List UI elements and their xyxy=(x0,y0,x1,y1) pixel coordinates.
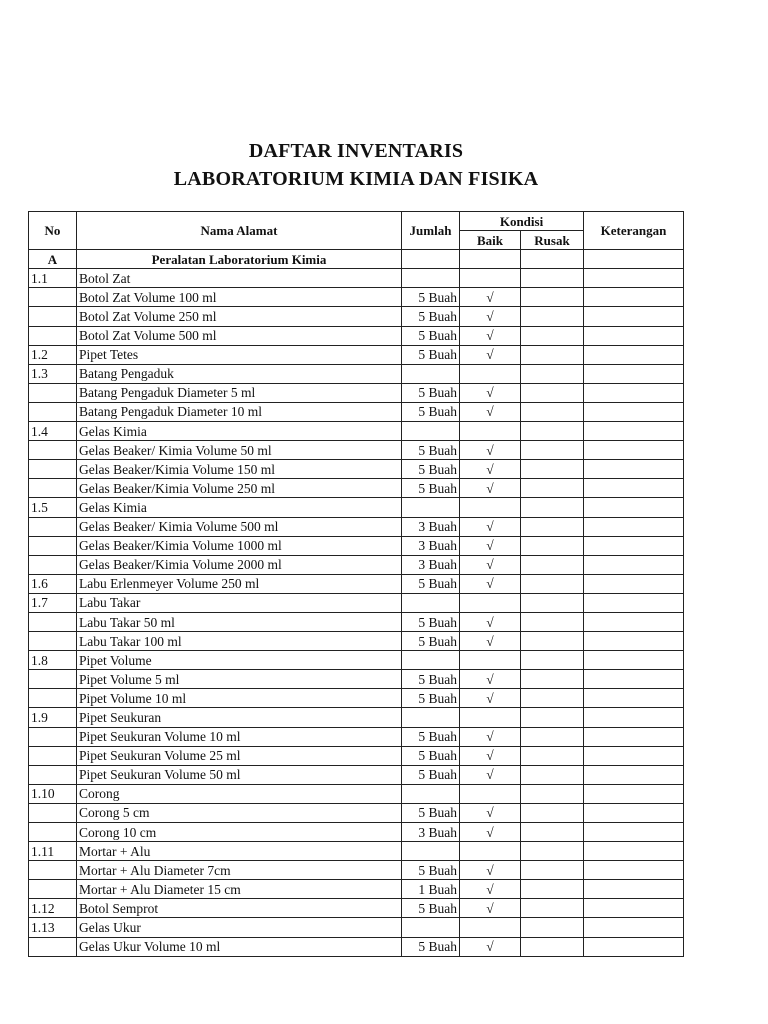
item-notes xyxy=(584,364,684,383)
item-notes xyxy=(584,880,684,899)
condition-good-mark: √ xyxy=(460,861,521,880)
row-number: 1.3 xyxy=(29,364,77,383)
item-name: Gelas Beaker/ Kimia Volume 500 ml xyxy=(77,517,402,536)
row-number: 1.4 xyxy=(29,422,77,441)
table-row xyxy=(29,842,684,861)
item-name: Pipet Seukuran xyxy=(77,708,402,727)
condition-good-mark: √ xyxy=(460,345,521,364)
header-notes: Keterangan xyxy=(584,212,684,250)
item-quantity: 5 Buah xyxy=(402,345,460,364)
item-quantity xyxy=(402,593,460,612)
item-notes xyxy=(584,651,684,670)
item-notes xyxy=(584,307,684,326)
condition-damaged xyxy=(521,307,584,326)
item-name: Gelas Beaker/Kimia Volume 1000 ml xyxy=(77,536,402,555)
row-number xyxy=(29,803,77,822)
row-number xyxy=(29,307,77,326)
table-row xyxy=(29,632,684,651)
item-notes xyxy=(584,689,684,708)
table-row xyxy=(29,918,684,937)
condition-damaged xyxy=(521,498,584,517)
row-number xyxy=(29,288,77,307)
condition-damaged xyxy=(521,880,584,899)
item-quantity xyxy=(402,422,460,441)
item-quantity xyxy=(402,784,460,803)
item-notes xyxy=(584,250,684,269)
table-row xyxy=(29,803,684,822)
item-name: Gelas Kimia xyxy=(77,498,402,517)
row-number: 1.12 xyxy=(29,899,77,918)
table-row xyxy=(29,479,684,498)
condition-good-mark xyxy=(460,708,521,727)
item-name: Batang Pengaduk xyxy=(77,364,402,383)
item-name: Labu Takar 50 ml xyxy=(77,612,402,631)
table-row xyxy=(29,345,684,364)
item-name: Corong 10 cm xyxy=(77,823,402,842)
item-name: Gelas Ukur Volume 10 ml xyxy=(77,937,402,956)
item-quantity xyxy=(402,364,460,383)
item-notes xyxy=(584,746,684,765)
row-number xyxy=(29,383,77,402)
condition-damaged xyxy=(521,288,584,307)
table-row xyxy=(29,823,684,842)
item-name: Peralatan Laboratorium Kimia xyxy=(77,250,402,269)
table-row xyxy=(29,937,684,956)
condition-damaged xyxy=(521,651,584,670)
table-row xyxy=(29,498,684,517)
condition-good-mark: √ xyxy=(460,402,521,421)
condition-good-mark: √ xyxy=(460,574,521,593)
item-name: Pipet Volume 5 ml xyxy=(77,670,402,689)
table-row xyxy=(29,441,684,460)
table-row xyxy=(29,269,684,288)
condition-good-mark: √ xyxy=(460,536,521,555)
table-row xyxy=(29,364,684,383)
row-number: A xyxy=(29,250,77,269)
condition-damaged xyxy=(521,402,584,421)
condition-damaged xyxy=(521,784,584,803)
item-quantity: 5 Buah xyxy=(402,670,460,689)
item-notes xyxy=(584,345,684,364)
item-notes xyxy=(584,803,684,822)
condition-good-mark: √ xyxy=(460,727,521,746)
condition-good-mark: √ xyxy=(460,899,521,918)
condition-good-mark: √ xyxy=(460,441,521,460)
table-row xyxy=(29,307,684,326)
condition-good-mark: √ xyxy=(460,460,521,479)
table-row xyxy=(29,422,684,441)
item-name: Mortar + Alu Diameter 15 cm xyxy=(77,880,402,899)
table-row xyxy=(29,555,684,574)
condition-damaged xyxy=(521,479,584,498)
item-notes xyxy=(584,479,684,498)
item-notes xyxy=(584,441,684,460)
table-row xyxy=(29,746,684,765)
row-number xyxy=(29,460,77,479)
table-row xyxy=(29,689,684,708)
inventory-table xyxy=(28,211,684,957)
item-quantity: 5 Buah xyxy=(402,861,460,880)
row-number xyxy=(29,441,77,460)
table-row xyxy=(29,708,684,727)
table-row xyxy=(29,651,684,670)
item-name: Gelas Beaker/Kimia Volume 150 ml xyxy=(77,460,402,479)
item-name: Labu Erlenmeyer Volume 250 ml xyxy=(77,574,402,593)
condition-good-mark: √ xyxy=(460,765,521,784)
item-notes xyxy=(584,784,684,803)
item-notes xyxy=(584,498,684,517)
row-number xyxy=(29,632,77,651)
table-row xyxy=(29,765,684,784)
condition-damaged xyxy=(521,517,584,536)
item-notes xyxy=(584,517,684,536)
item-name: Botol Semprot xyxy=(77,899,402,918)
section-row xyxy=(29,250,684,269)
item-notes xyxy=(584,460,684,479)
item-quantity xyxy=(402,842,460,861)
condition-damaged xyxy=(521,364,584,383)
item-notes xyxy=(584,288,684,307)
item-quantity: 5 Buah xyxy=(402,937,460,956)
item-quantity: 5 Buah xyxy=(402,899,460,918)
item-name: Batang Pengaduk Diameter 10 ml xyxy=(77,402,402,421)
item-notes xyxy=(584,422,684,441)
condition-good-mark: √ xyxy=(460,632,521,651)
item-notes xyxy=(584,632,684,651)
condition-good-mark xyxy=(460,498,521,517)
item-notes xyxy=(584,937,684,956)
item-notes xyxy=(584,383,684,402)
item-name: Botol Zat Volume 500 ml xyxy=(77,326,402,345)
table-row xyxy=(29,593,684,612)
condition-damaged xyxy=(521,746,584,765)
item-quantity xyxy=(402,651,460,670)
condition-good-mark: √ xyxy=(460,803,521,822)
condition-good-mark: √ xyxy=(460,383,521,402)
condition-damaged xyxy=(521,422,584,441)
condition-good-mark xyxy=(460,250,521,269)
item-notes xyxy=(584,861,684,880)
condition-damaged xyxy=(521,899,584,918)
item-name: Gelas Ukur xyxy=(77,918,402,937)
condition-good-mark: √ xyxy=(460,612,521,631)
row-number xyxy=(29,937,77,956)
condition-damaged xyxy=(521,593,584,612)
condition-damaged xyxy=(521,918,584,937)
row-number xyxy=(29,612,77,631)
item-notes xyxy=(584,765,684,784)
condition-good-mark: √ xyxy=(460,880,521,899)
row-number xyxy=(29,402,77,421)
item-quantity: 5 Buah xyxy=(402,727,460,746)
item-name: Batang Pengaduk Diameter 5 ml xyxy=(77,383,402,402)
item-name: Corong xyxy=(77,784,402,803)
item-quantity: 5 Buah xyxy=(402,307,460,326)
item-quantity xyxy=(402,269,460,288)
table-row xyxy=(29,784,684,803)
item-quantity: 5 Buah xyxy=(402,689,460,708)
condition-good-mark: √ xyxy=(460,326,521,345)
condition-damaged xyxy=(521,269,584,288)
item-name: Botol Zat Volume 250 ml xyxy=(77,307,402,326)
condition-good-mark: √ xyxy=(460,555,521,574)
item-notes xyxy=(584,823,684,842)
item-quantity: 5 Buah xyxy=(402,803,460,822)
condition-good-mark: √ xyxy=(460,823,521,842)
item-quantity: 5 Buah xyxy=(402,288,460,307)
item-name: Mortar + Alu Diameter 7cm xyxy=(77,861,402,880)
condition-damaged xyxy=(521,632,584,651)
table-row xyxy=(29,670,684,689)
table-row xyxy=(29,727,684,746)
condition-good-mark: √ xyxy=(460,937,521,956)
condition-good-mark: √ xyxy=(460,479,521,498)
item-quantity: 3 Buah xyxy=(402,823,460,842)
item-name: Pipet Seukuran Volume 50 ml xyxy=(77,765,402,784)
condition-good-mark xyxy=(460,364,521,383)
condition-damaged xyxy=(521,803,584,822)
condition-good-mark xyxy=(460,651,521,670)
table-row xyxy=(29,574,684,593)
item-notes xyxy=(584,402,684,421)
document-title: DAFTAR INVENTARIS xyxy=(248,140,464,162)
item-notes xyxy=(584,593,684,612)
header-condition: Kondisi xyxy=(460,212,584,231)
item-quantity: 3 Buah xyxy=(402,536,460,555)
document-subtitle: LABORATORIUM KIMIA DAN FISIKA xyxy=(173,168,539,190)
header-qty: Jumlah xyxy=(402,212,460,250)
item-notes xyxy=(584,612,684,631)
condition-damaged xyxy=(521,727,584,746)
item-quantity: 5 Buah xyxy=(402,326,460,345)
row-number: 1.13 xyxy=(29,918,77,937)
item-quantity: 5 Buah xyxy=(402,402,460,421)
item-quantity: 5 Buah xyxy=(402,746,460,765)
item-quantity: 5 Buah xyxy=(402,612,460,631)
condition-good-mark xyxy=(460,593,521,612)
item-quantity: 5 Buah xyxy=(402,383,460,402)
item-name: Corong 5 cm xyxy=(77,803,402,822)
condition-damaged xyxy=(521,765,584,784)
condition-damaged xyxy=(521,383,584,402)
item-notes xyxy=(584,326,684,345)
condition-damaged xyxy=(521,612,584,631)
item-name: Botol Zat xyxy=(77,269,402,288)
table-row xyxy=(29,517,684,536)
row-number xyxy=(29,765,77,784)
condition-damaged xyxy=(521,345,584,364)
condition-damaged xyxy=(521,689,584,708)
condition-good-mark xyxy=(460,269,521,288)
condition-damaged xyxy=(521,460,584,479)
table-body xyxy=(29,250,684,956)
table-row xyxy=(29,402,684,421)
row-number xyxy=(29,727,77,746)
row-number: 1.1 xyxy=(29,269,77,288)
condition-good-mark: √ xyxy=(460,689,521,708)
table-header xyxy=(29,212,684,250)
row-number: 1.7 xyxy=(29,593,77,612)
condition-good-mark: √ xyxy=(460,288,521,307)
row-number xyxy=(29,689,77,708)
condition-damaged xyxy=(521,670,584,689)
row-number: 1.5 xyxy=(29,498,77,517)
row-number xyxy=(29,479,77,498)
item-quantity: 3 Buah xyxy=(402,555,460,574)
row-number: 1.2 xyxy=(29,345,77,364)
table-row xyxy=(29,288,684,307)
condition-good-mark xyxy=(460,422,521,441)
table-row xyxy=(29,861,684,880)
header-name: Nama Alamat xyxy=(77,212,402,250)
condition-damaged xyxy=(521,441,584,460)
item-notes xyxy=(584,670,684,689)
condition-damaged xyxy=(521,842,584,861)
item-quantity: 5 Buah xyxy=(402,479,460,498)
condition-good-mark: √ xyxy=(460,517,521,536)
item-name: Pipet Tetes xyxy=(77,345,402,364)
item-name: Pipet Volume 10 ml xyxy=(77,689,402,708)
item-name: Labu Takar 100 ml xyxy=(77,632,402,651)
row-number xyxy=(29,861,77,880)
header-damaged: Rusak xyxy=(521,231,584,250)
condition-damaged xyxy=(521,536,584,555)
item-name: Botol Zat Volume 100 ml xyxy=(77,288,402,307)
item-quantity: 3 Buah xyxy=(402,517,460,536)
condition-good-mark: √ xyxy=(460,670,521,689)
item-notes xyxy=(584,727,684,746)
condition-damaged xyxy=(521,250,584,269)
item-quantity: 5 Buah xyxy=(402,632,460,651)
item-name: Pipet Volume xyxy=(77,651,402,670)
condition-damaged xyxy=(521,861,584,880)
row-number: 1.8 xyxy=(29,651,77,670)
table-row xyxy=(29,880,684,899)
row-number xyxy=(29,326,77,345)
row-number xyxy=(29,670,77,689)
condition-damaged xyxy=(521,555,584,574)
item-quantity: 5 Buah xyxy=(402,574,460,593)
row-number: 1.6 xyxy=(29,574,77,593)
table-row xyxy=(29,460,684,479)
header-good: Baik xyxy=(460,231,521,250)
item-quantity xyxy=(402,498,460,517)
item-notes xyxy=(584,899,684,918)
condition-good-mark xyxy=(460,784,521,803)
item-quantity xyxy=(402,708,460,727)
item-name: Pipet Seukuran Volume 25 ml xyxy=(77,746,402,765)
condition-good-mark: √ xyxy=(460,746,521,765)
item-name: Gelas Beaker/Kimia Volume 250 ml xyxy=(77,479,402,498)
item-name: Mortar + Alu xyxy=(77,842,402,861)
table-row xyxy=(29,899,684,918)
header-no: No xyxy=(29,212,77,250)
row-number: 1.9 xyxy=(29,708,77,727)
row-number xyxy=(29,880,77,899)
row-number: 1.10 xyxy=(29,784,77,803)
item-notes xyxy=(584,269,684,288)
item-name: Labu Takar xyxy=(77,593,402,612)
item-notes xyxy=(584,555,684,574)
item-notes xyxy=(584,842,684,861)
item-name: Gelas Beaker/ Kimia Volume 50 ml xyxy=(77,441,402,460)
item-quantity xyxy=(402,918,460,937)
table-row xyxy=(29,326,684,345)
item-name: Gelas Kimia xyxy=(77,422,402,441)
item-notes xyxy=(584,574,684,593)
table-row xyxy=(29,383,684,402)
condition-damaged xyxy=(521,326,584,345)
condition-damaged xyxy=(521,708,584,727)
row-number xyxy=(29,746,77,765)
item-name: Gelas Beaker/Kimia Volume 2000 ml xyxy=(77,555,402,574)
row-number xyxy=(29,823,77,842)
item-quantity: 1 Buah xyxy=(402,880,460,899)
row-number xyxy=(29,517,77,536)
table-row xyxy=(29,536,684,555)
condition-good-mark xyxy=(460,842,521,861)
item-notes xyxy=(584,918,684,937)
condition-damaged xyxy=(521,937,584,956)
item-notes xyxy=(584,708,684,727)
item-quantity: 5 Buah xyxy=(402,460,460,479)
row-number xyxy=(29,536,77,555)
condition-good-mark: √ xyxy=(460,307,521,326)
item-quantity: 5 Buah xyxy=(402,765,460,784)
condition-damaged xyxy=(521,823,584,842)
item-name: Pipet Seukuran Volume 10 ml xyxy=(77,727,402,746)
condition-damaged xyxy=(521,574,584,593)
item-quantity: 5 Buah xyxy=(402,441,460,460)
row-number: 1.11 xyxy=(29,842,77,861)
table-row xyxy=(29,612,684,631)
condition-good-mark xyxy=(460,918,521,937)
item-notes xyxy=(584,536,684,555)
item-quantity xyxy=(402,250,460,269)
row-number xyxy=(29,555,77,574)
